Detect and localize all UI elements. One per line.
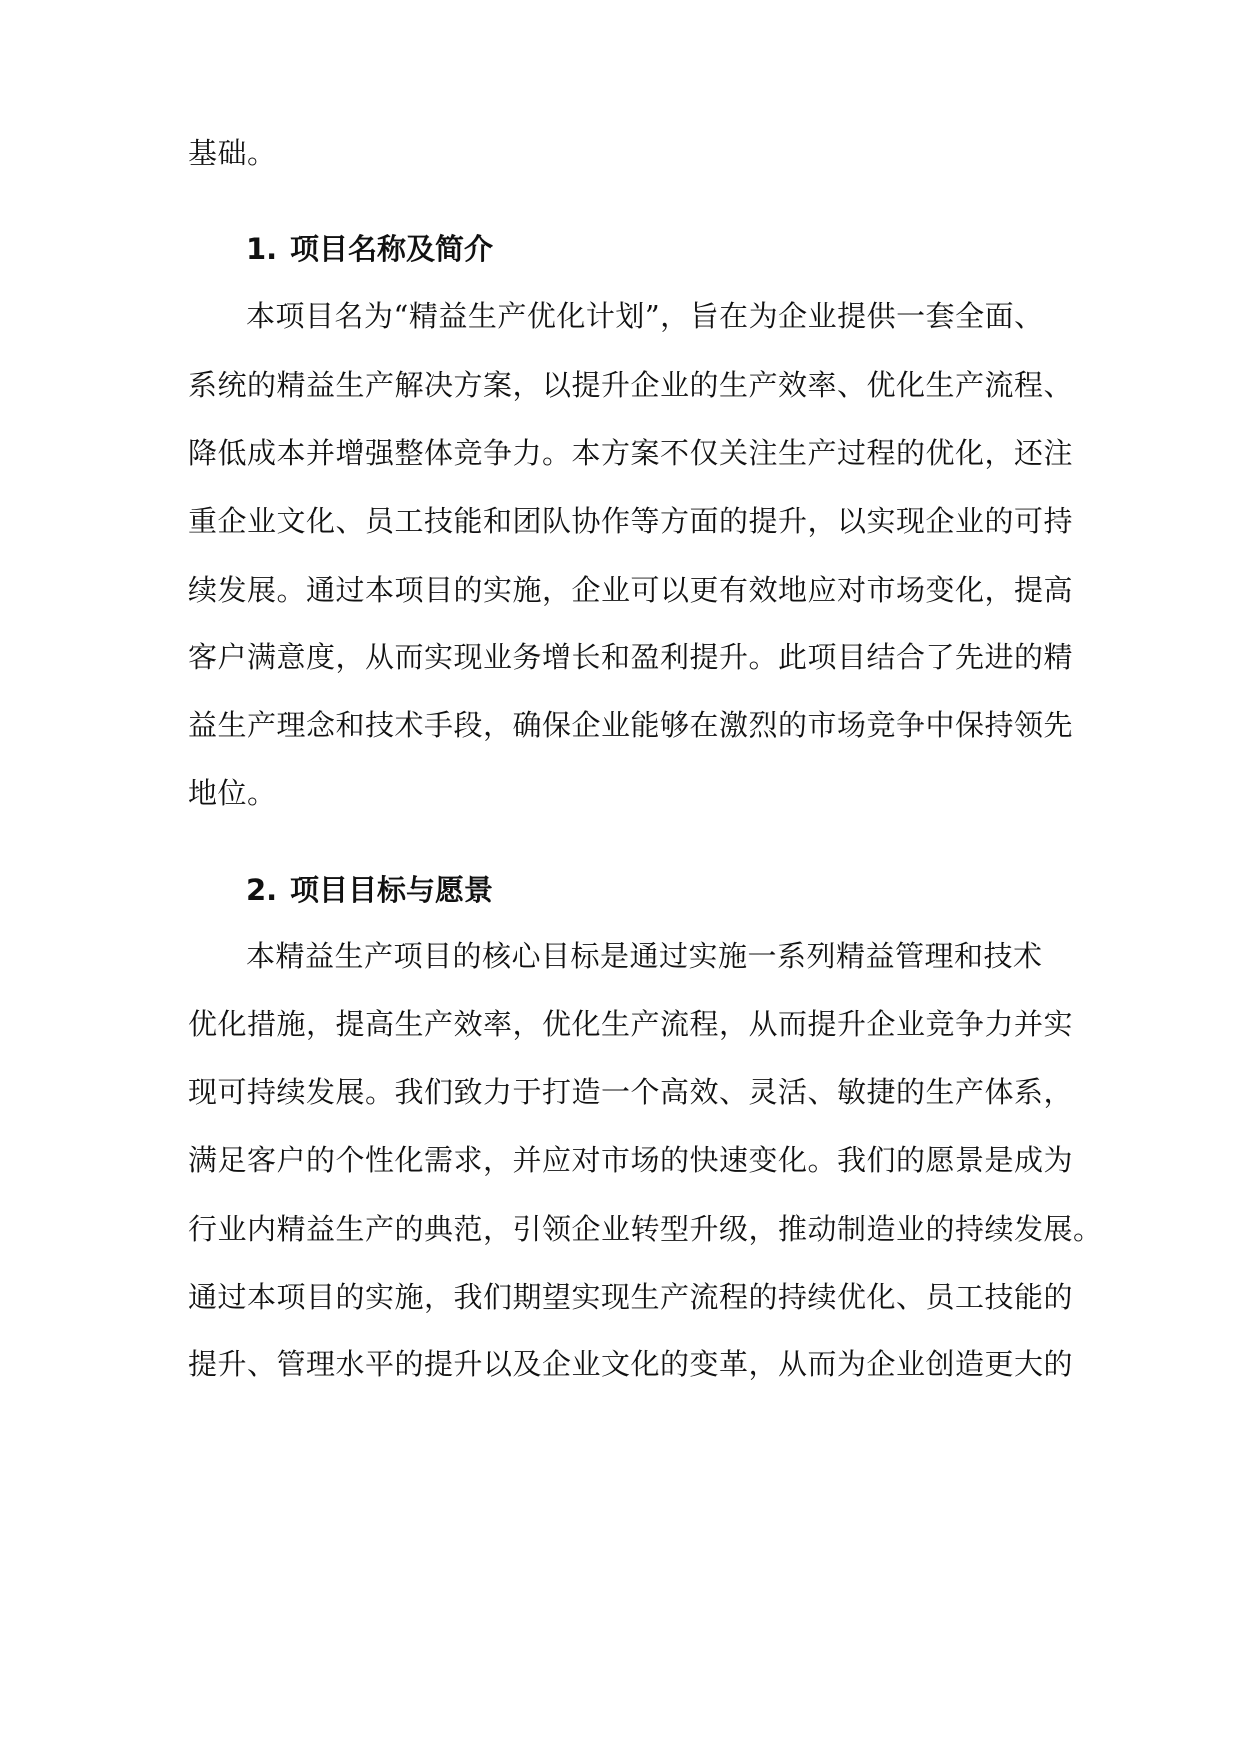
section-2-number: 2.: [246, 873, 278, 907]
section-1-number: 1.: [246, 232, 278, 266]
section-2-title: 项目目标与愿景: [290, 873, 494, 907]
section-2-line: 提升、管理水平的提升以及企业文化的变革，从而为企业创造更大的: [188, 1347, 1074, 1381]
section-1-line: 重企业文化、员工技能和团队协作等方面的提升，以实现企业的可持: [188, 504, 1074, 538]
section-2-line: 现可持续发展。我们致力于打造一个高效、灵活、敏捷的生产体系，: [188, 1075, 1074, 1109]
section-2-heading: [246, 870, 493, 910]
section-1-heading: [246, 229, 493, 269]
section-2-line: 通过本项目的实施，我们期望实现生产流程的持续优化、员工技能的: [188, 1280, 1074, 1314]
section-2-line: 本精益生产项目的核心目标是通过实施一系列精益管理和技术: [246, 939, 1043, 973]
section-1-line: 地位。: [188, 776, 277, 810]
section-2-line: 行业内精益生产的典范，引领企业转型升级，推动制造业的持续发展。: [188, 1212, 1103, 1246]
section-1-title: 项目名称及简介: [290, 232, 494, 266]
section-1-line: 客户满意度，从而实现业务增长和盈利提升。此项目结合了先进的精: [188, 640, 1074, 674]
section-1-line: 本项目名为“精益生产优化计划”，旨在为企业提供一套全面、: [246, 299, 1044, 333]
section-2-line: 优化措施，提高生产效率，优化生产流程，从而提升企业竞争力并实: [188, 1007, 1074, 1041]
section-1-line: 益生产理念和技术手段，确保企业能够在激烈的市场竞争中保持领先: [188, 708, 1074, 742]
section-1-line: 续发展。通过本项目的实施，企业可以更有效地应对市场变化，提高: [188, 573, 1074, 607]
section-2-line: 满足客户的个性化需求，并应对市场的快速变化。我们的愿景是成为: [188, 1143, 1074, 1177]
paragraph-continuation: 基础。: [188, 136, 277, 170]
section-1-line: 系统的精益生产解决方案，以提升企业的生产效率、优化生产流程、: [188, 368, 1074, 402]
section-1-line: 降低成本并增强整体竞争力。本方案不仅关注生产过程的优化，还注: [188, 436, 1074, 470]
